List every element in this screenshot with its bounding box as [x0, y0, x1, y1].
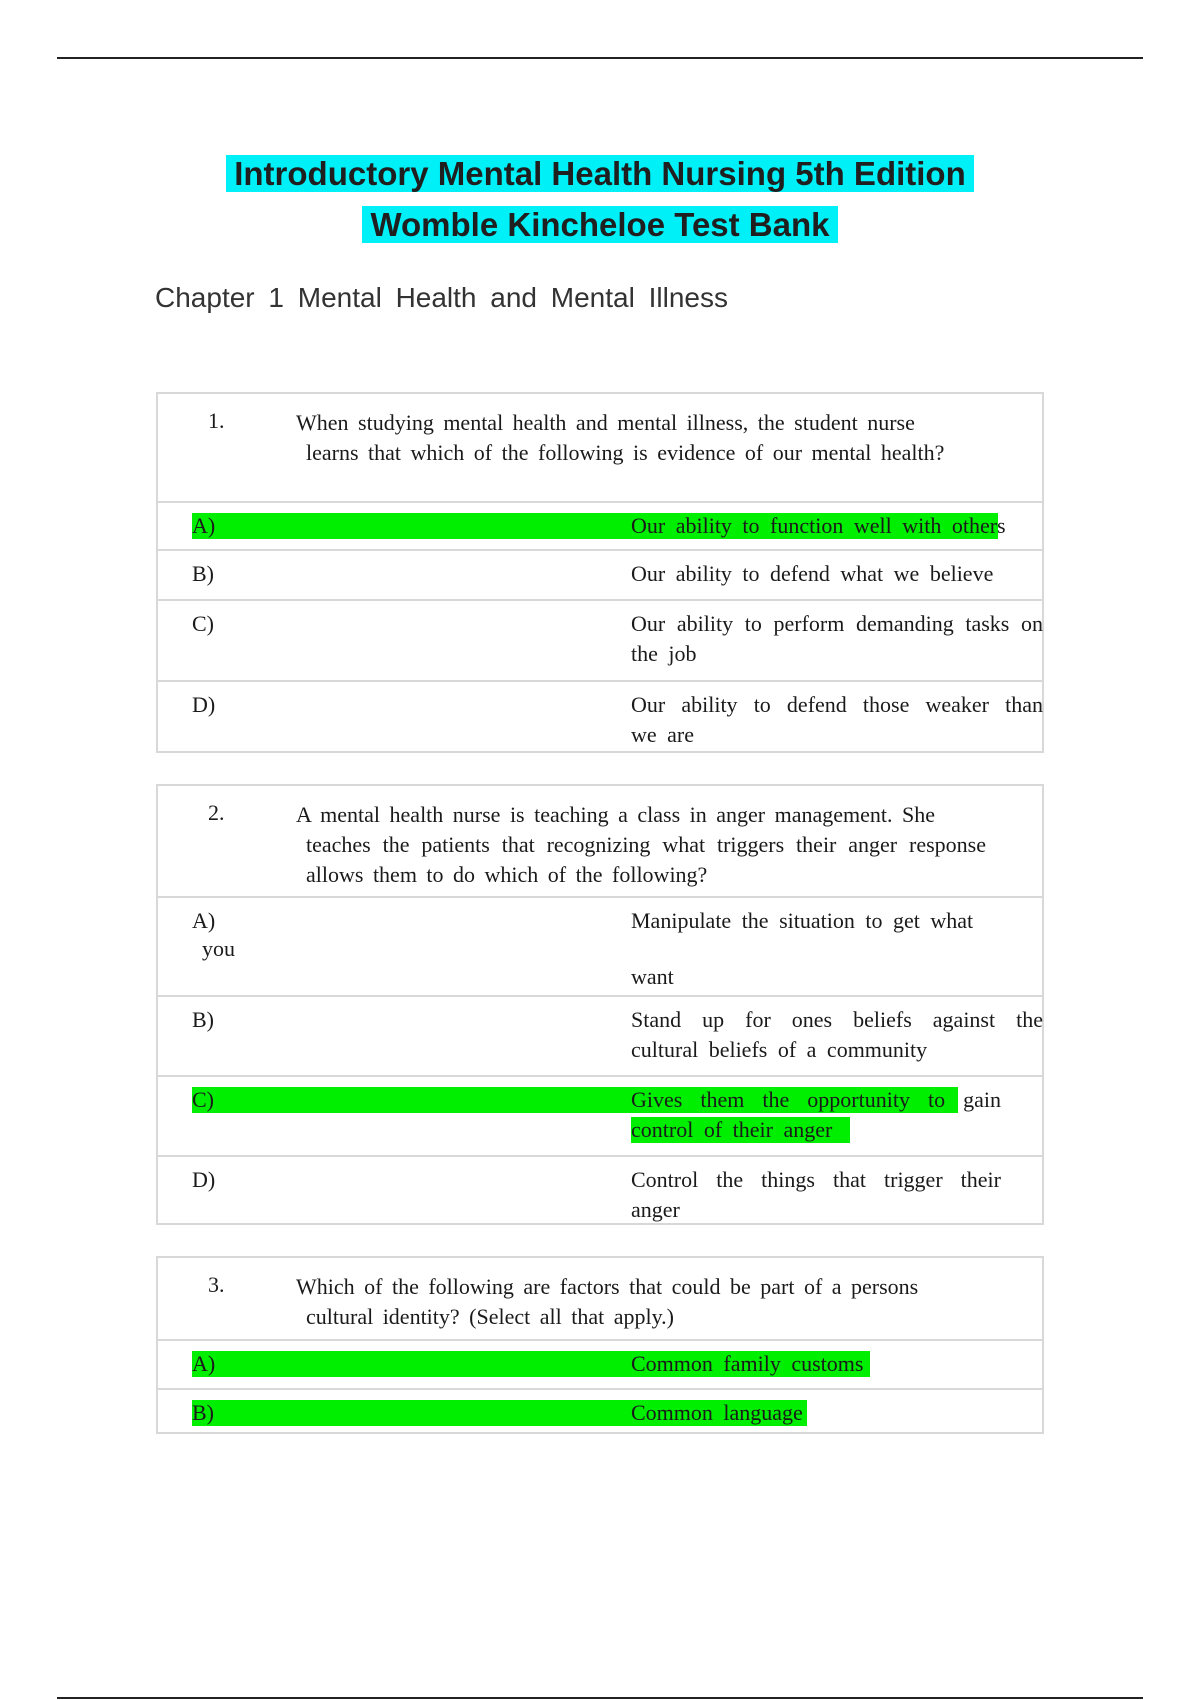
question-text: A mental health nurse is teaching a class in anger management. She teaches the patients that recognizing what triggers their anger response allows them to do which of the following?: [296, 802, 986, 887]
option-text: Common family customs: [631, 1351, 864, 1376]
option-c: [158, 1077, 1042, 1157]
chapter-heading: Chapter 1 Mental Health and Mental Illness: [155, 282, 728, 313]
title-line-1: Introductory Mental Health Nursing 5th Edition: [226, 155, 974, 192]
option-label: D): [192, 692, 216, 717]
option-a: [158, 503, 1042, 551]
option-text: Our ability to defend those weaker than we are: [631, 692, 1043, 747]
option-d: [158, 1157, 1042, 1231]
option-label: B): [192, 1007, 214, 1032]
header-rule: [57, 57, 1143, 59]
question-header: [158, 1258, 1042, 1341]
question-1: [156, 392, 1044, 753]
question-number: 3.: [208, 1272, 225, 1297]
option-label: B): [192, 1400, 214, 1425]
option-text-continuation: want: [631, 964, 674, 989]
option-text: Common language: [631, 1400, 803, 1425]
question-number: 2.: [208, 800, 225, 825]
question-header: [158, 786, 1042, 898]
option-b: [158, 1390, 1042, 1436]
question-text: Which of the following are factors that could be part of a persons cultural identity? (Select all that apply.): [296, 1274, 919, 1329]
option-label: C): [192, 611, 214, 636]
option-label: D): [192, 1167, 216, 1192]
question-3: [156, 1256, 1044, 1434]
option-text: Our ability to function well with others: [631, 513, 1006, 538]
option-label: B): [192, 561, 214, 586]
option-label-continuation: you: [202, 936, 235, 961]
option-label: A): [192, 908, 216, 933]
option-b: [158, 997, 1042, 1077]
option-text: Stand up for ones beliefs against the cultural beliefs of a community: [631, 1007, 1043, 1062]
option-label: A): [192, 513, 216, 538]
question-number: 1.: [208, 408, 225, 433]
option-label: A): [192, 1351, 216, 1376]
document-title: [0, 148, 1200, 250]
option-text: Our ability to perform demanding tasks on the job: [631, 611, 1043, 666]
question-text: When studying mental health and mental illness, the student nurse learns that which of the following is evidence of our mental health?: [296, 410, 945, 465]
option-text: Control the things that trigger their anger: [631, 1167, 1001, 1222]
option-text: Manipulate the situation to get what: [631, 908, 974, 933]
option-c: [158, 601, 1042, 682]
question-2: [156, 784, 1044, 1225]
option-d: [158, 682, 1042, 759]
title-line-2: Womble Kincheloe Test Bank: [362, 206, 837, 243]
footer-rule: [57, 1697, 1143, 1699]
option-text: Gives them the opportunity to gain control of their anger: [631, 1087, 1001, 1142]
option-label: C): [192, 1087, 214, 1112]
option-a: [158, 898, 1042, 997]
question-header: [158, 394, 1042, 503]
option-text: Our ability to defend what we believe: [631, 561, 994, 586]
option-a: [158, 1341, 1042, 1390]
option-b: [158, 551, 1042, 601]
